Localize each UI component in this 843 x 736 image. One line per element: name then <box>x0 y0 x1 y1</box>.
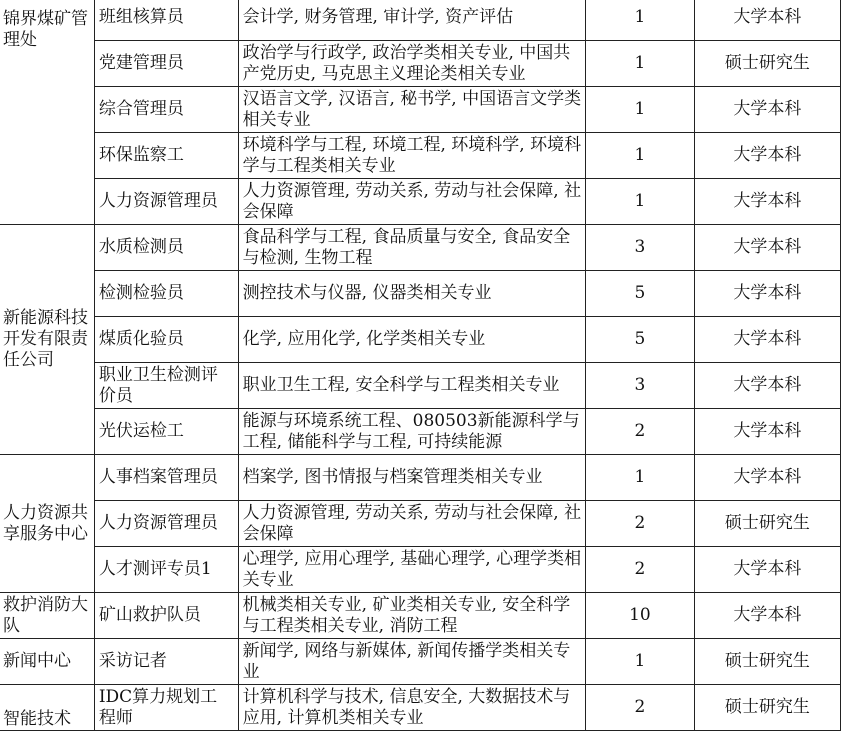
major-cell: 新闻学, 网络与新媒体, 新闻传播学类相关专业 <box>238 639 585 685</box>
position-cell: 检测检验员 <box>94 271 238 317</box>
table-row <box>0 87 841 133</box>
education-cell: 硕士研究生 <box>694 685 840 731</box>
unit-cell: 救护消防大队 <box>0 593 94 639</box>
count-cell: 2 <box>586 409 695 455</box>
education-cell: 大学本科 <box>694 271 840 317</box>
education-cell: 大学本科 <box>694 225 840 271</box>
education-cell: 大学本科 <box>694 547 840 593</box>
table-row <box>0 363 841 409</box>
count-cell: 3 <box>586 225 695 271</box>
major-cell: 计算机科学与技术, 信息安全, 大数据技术与应用, 计算机类相关专业 <box>238 685 585 731</box>
position-cell: 职业卫生检测评价员 <box>94 363 238 409</box>
education-cell: 大学本科 <box>694 409 840 455</box>
table-row <box>0 0 841 41</box>
major-cell: 职业卫生工程, 安全科学与工程类相关专业 <box>238 363 585 409</box>
major-cell: 能源与环境系统工程、080503新能源科学与工程, 储能科学与工程, 可持续能源 <box>238 409 585 455</box>
table-row <box>0 501 841 547</box>
major-cell: 测控技术与仪器, 仪器类相关专业 <box>238 271 585 317</box>
count-cell: 3 <box>586 363 695 409</box>
position-cell: IDC算力规划工程师 <box>94 685 238 731</box>
count-cell: 1 <box>586 455 695 501</box>
table-row <box>0 317 841 363</box>
position-cell: 班组核算员 <box>94 0 238 41</box>
major-cell: 机械类相关专业, 矿业类相关专业, 安全科学与工程类相关专业, 消防工程 <box>238 593 585 639</box>
major-cell: 政治学与行政学, 政治学类相关专业, 中国共产党历史, 马克思主义理论类相关专业 <box>238 41 585 87</box>
education-cell: 大学本科 <box>694 0 840 41</box>
education-cell: 大学本科 <box>694 133 840 179</box>
unit-cell: 新闻中心 <box>0 639 94 685</box>
position-cell: 矿山救护队员 <box>94 593 238 639</box>
education-cell: 大学本科 <box>694 179 840 225</box>
table-row <box>0 639 841 685</box>
table-row <box>0 41 841 87</box>
position-cell: 人才测评专员1 <box>94 547 238 593</box>
major-cell: 心理学, 应用心理学, 基础心理学, 心理学类相关专业 <box>238 547 585 593</box>
position-cell: 采访记者 <box>94 639 238 685</box>
position-cell: 光伏运检工 <box>94 409 238 455</box>
education-cell: 大学本科 <box>694 87 840 133</box>
education-cell: 硕士研究生 <box>694 41 840 87</box>
count-cell: 10 <box>586 593 695 639</box>
unit-cell: 智能技术 <box>0 685 94 731</box>
table-row <box>0 225 841 271</box>
major-cell: 会计学, 财务管理, 审计学, 资产评估 <box>238 0 585 41</box>
position-cell: 人力资源管理员 <box>94 179 238 225</box>
unit-cell: 新能源科技开发有限责任公司 <box>0 225 94 455</box>
table-row <box>0 179 841 225</box>
position-cell: 煤质化验员 <box>94 317 238 363</box>
count-cell: 5 <box>586 317 695 363</box>
education-cell: 大学本科 <box>694 455 840 501</box>
unit-cell: 人力资源共享服务中心 <box>0 455 94 593</box>
major-cell: 人力资源管理, 劳动关系, 劳动与社会保障, 社会保障 <box>238 179 585 225</box>
table-row <box>0 409 841 455</box>
count-cell: 2 <box>586 685 695 731</box>
major-cell: 汉语言文学, 汉语言, 秘书学, 中国语言文学类相关专业 <box>238 87 585 133</box>
count-cell: 1 <box>586 639 695 685</box>
count-cell: 1 <box>586 87 695 133</box>
major-cell: 食品科学与工程, 食品质量与安全, 食品安全与检测, 生物工程 <box>238 225 585 271</box>
education-cell: 大学本科 <box>694 317 840 363</box>
position-cell: 综合管理员 <box>94 87 238 133</box>
count-cell: 1 <box>586 41 695 87</box>
count-cell: 1 <box>586 179 695 225</box>
table-row <box>0 133 841 179</box>
major-cell: 人力资源管理, 劳动关系, 劳动与社会保障, 社会保障 <box>238 501 585 547</box>
position-cell: 党建管理员 <box>94 41 238 87</box>
table-row <box>0 547 841 593</box>
count-cell: 2 <box>586 501 695 547</box>
count-cell: 5 <box>586 271 695 317</box>
position-cell: 水质检测员 <box>94 225 238 271</box>
major-cell: 化学, 应用化学, 化学类相关专业 <box>238 317 585 363</box>
count-cell: 2 <box>586 547 695 593</box>
count-cell: 1 <box>586 0 695 41</box>
table-row <box>0 685 841 731</box>
major-cell: 档案学, 图书情报与档案管理类相关专业 <box>238 455 585 501</box>
position-cell: 人力资源管理员 <box>94 501 238 547</box>
education-cell: 大学本科 <box>694 363 840 409</box>
major-cell: 环境科学与工程, 环境工程, 环境科学, 环境科学与工程类相关专业 <box>238 133 585 179</box>
position-cell: 环保监察工 <box>94 133 238 179</box>
table-row <box>0 455 841 501</box>
position-cell: 人事档案管理员 <box>94 455 238 501</box>
education-cell: 硕士研究生 <box>694 639 840 685</box>
table-row <box>0 271 841 317</box>
education-cell: 硕士研究生 <box>694 501 840 547</box>
table-row <box>0 593 841 639</box>
count-cell: 1 <box>586 133 695 179</box>
education-cell: 大学本科 <box>694 593 840 639</box>
unit-cell: 锦界煤矿管理处 <box>0 0 94 225</box>
